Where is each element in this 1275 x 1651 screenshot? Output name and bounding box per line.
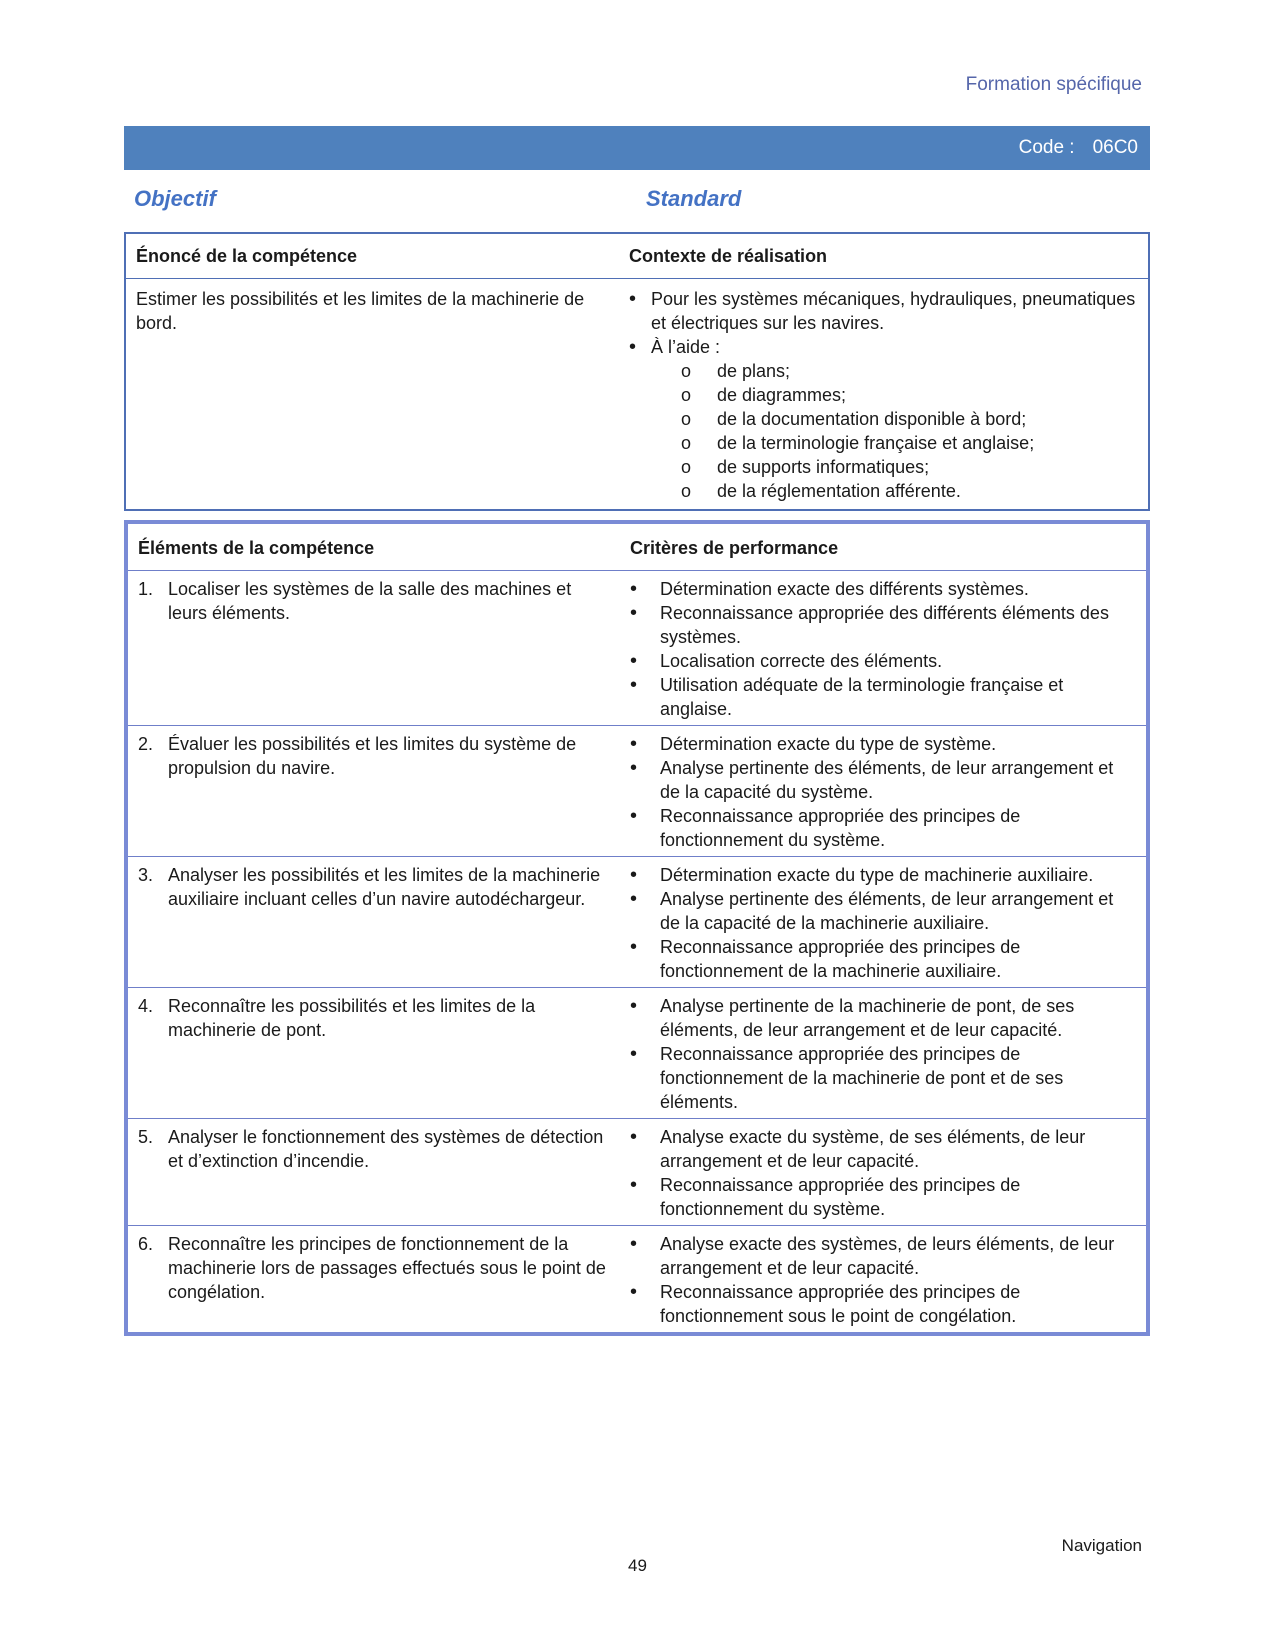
criteria-cell: [620, 1226, 1148, 1335]
standard-heading: Standard: [646, 186, 742, 211]
criterion-item: • Utilisation adéquate de la terminologie française et anglaise.: [630, 673, 1138, 721]
element-text: Reconnaître les principes de fonctionnement de la machinerie lors de passages effectués sous le point de congélation.: [168, 1234, 606, 1302]
criterion-item: • Reconnaissance appropriée des principes de fonctionnement du système.: [630, 804, 1138, 852]
table-row: [126, 988, 1148, 1119]
criteria-cell: [620, 988, 1148, 1119]
criterion-item: • Reconnaissance appropriée des principes de fonctionnement du système.: [630, 1173, 1138, 1221]
navigation-link[interactable]: Navigation: [1061, 1536, 1142, 1555]
competence-table: [124, 232, 1150, 511]
table-row: [126, 571, 1148, 726]
context-item-label: À l’aide :: [651, 337, 721, 357]
aid-item: o de la réglementation afférente.: [681, 479, 1140, 503]
aid-item: o de diagrammes;: [681, 383, 1140, 407]
criterion-item: • Détermination exacte des différents systèmes.: [630, 577, 1138, 601]
elements-table: [124, 520, 1150, 1336]
aid-item: o de la documentation disponible à bord;: [681, 407, 1140, 431]
aid-item: o de plans;: [681, 359, 1140, 383]
element-number: 5.: [138, 1127, 154, 1147]
table-row: [126, 857, 1148, 988]
criterion-item: • Localisation correcte des éléments.: [630, 649, 1138, 673]
elements-header: Éléments de la compétence: [138, 538, 375, 558]
objective-heading: Objectif: [134, 186, 216, 211]
criterion-item: • Reconnaissance appropriée des différents éléments des systèmes.: [630, 601, 1138, 649]
criteria-cell: [620, 857, 1148, 988]
criterion-item: • Analyse pertinente de la machinerie de pont, de ses éléments, de leur arrangement et de leur capacité.: [630, 994, 1138, 1042]
context-cell: [619, 279, 1149, 511]
context-list: [629, 287, 1140, 503]
code-bar: [124, 126, 1150, 170]
objective-standard-row: [134, 186, 1150, 216]
aids-list: [681, 359, 1140, 503]
document-section-title: Formation spécifique: [965, 74, 1142, 95]
element-cell: [126, 1119, 620, 1226]
criterion-item: • Reconnaissance appropriée des principes de fonctionnement sous le point de congélation.: [630, 1280, 1138, 1328]
table-row: [126, 1119, 1148, 1226]
element-number: 6.: [138, 1234, 154, 1254]
criteria-cell: [620, 1119, 1148, 1226]
code-value: 06C0: [1092, 137, 1138, 158]
table-row: [126, 726, 1148, 857]
criterion-item: • Analyse pertinente des éléments, de leur arrangement et de la capacité du système.: [630, 756, 1138, 804]
competence-table-body: [125, 279, 1149, 511]
criteria-cell: [620, 571, 1148, 726]
criterion-item: • Analyse exacte du système, de ses éléments, de leur arrangement et de leur capacité.: [630, 1125, 1138, 1173]
table-row: [126, 1226, 1148, 1335]
element-number: 2.: [138, 734, 154, 754]
competence-table-header: [125, 233, 1149, 279]
criterion-item: • Analyse exacte des systèmes, de leurs éléments, de leur arrangement et de leur capacité.: [630, 1232, 1138, 1280]
element-cell: [126, 988, 620, 1119]
criterion-item: • Détermination exacte du type de système.: [630, 732, 1138, 756]
context-header: Contexte de réalisation: [619, 233, 1149, 279]
element-text: Évaluer les possibilités et les limites du système de propulsion du navire.: [168, 734, 577, 778]
element-cell: [126, 1226, 620, 1335]
element-text: Analyser le fonctionnement des systèmes de détection et d’extinction d’incendie.: [168, 1127, 604, 1171]
context-item: • Pour les systèmes mécaniques, hydrauliques, pneumatiques et électriques sur les navires.: [629, 287, 1140, 335]
element-number: 4.: [138, 996, 154, 1016]
element-number: 3.: [138, 865, 154, 885]
criterion-item: • Détermination exacte du type de machinerie auxiliaire.: [630, 863, 1138, 887]
element-text: Reconnaître les possibilités et les limites de la machinerie de pont.: [168, 996, 536, 1040]
code-label: Code :: [1018, 137, 1075, 158]
competence-statement: Estimer les possibilités et les limites de la machinerie de bord.: [136, 289, 585, 333]
criterion-item: • Analyse pertinente des éléments, de leur arrangement et de la capacité de la machinerie auxiliaire.: [630, 887, 1138, 935]
element-cell: [126, 726, 620, 857]
element-cell: [126, 857, 620, 988]
criteria-cell: [620, 726, 1148, 857]
elements-table-header: [126, 522, 1148, 571]
criterion-item: • Reconnaissance appropriée des principes de fonctionnement de la machinerie de pont et de ses éléments.: [630, 1042, 1138, 1114]
aid-item: o de supports informatiques;: [681, 455, 1140, 479]
criterion-item: • Reconnaissance appropriée des principes de fonctionnement de la machinerie auxiliaire.: [630, 935, 1138, 983]
criteria-header: Critères de performance: [630, 538, 839, 558]
competence-statement-header: Énoncé de la compétence: [125, 233, 619, 279]
page-number: 49: [628, 1556, 647, 1575]
context-item: [629, 335, 1140, 503]
element-number: 1.: [138, 579, 154, 599]
element-cell: [126, 571, 620, 726]
aid-item: o de la terminologie française et anglaise;: [681, 431, 1140, 455]
element-text: Localiser les systèmes de la salle des machines et leurs éléments.: [168, 579, 572, 623]
element-text: Analyser les possibilités et les limites de la machinerie auxiliaire incluant celles d’un navire autodéchargeur.: [168, 865, 601, 909]
